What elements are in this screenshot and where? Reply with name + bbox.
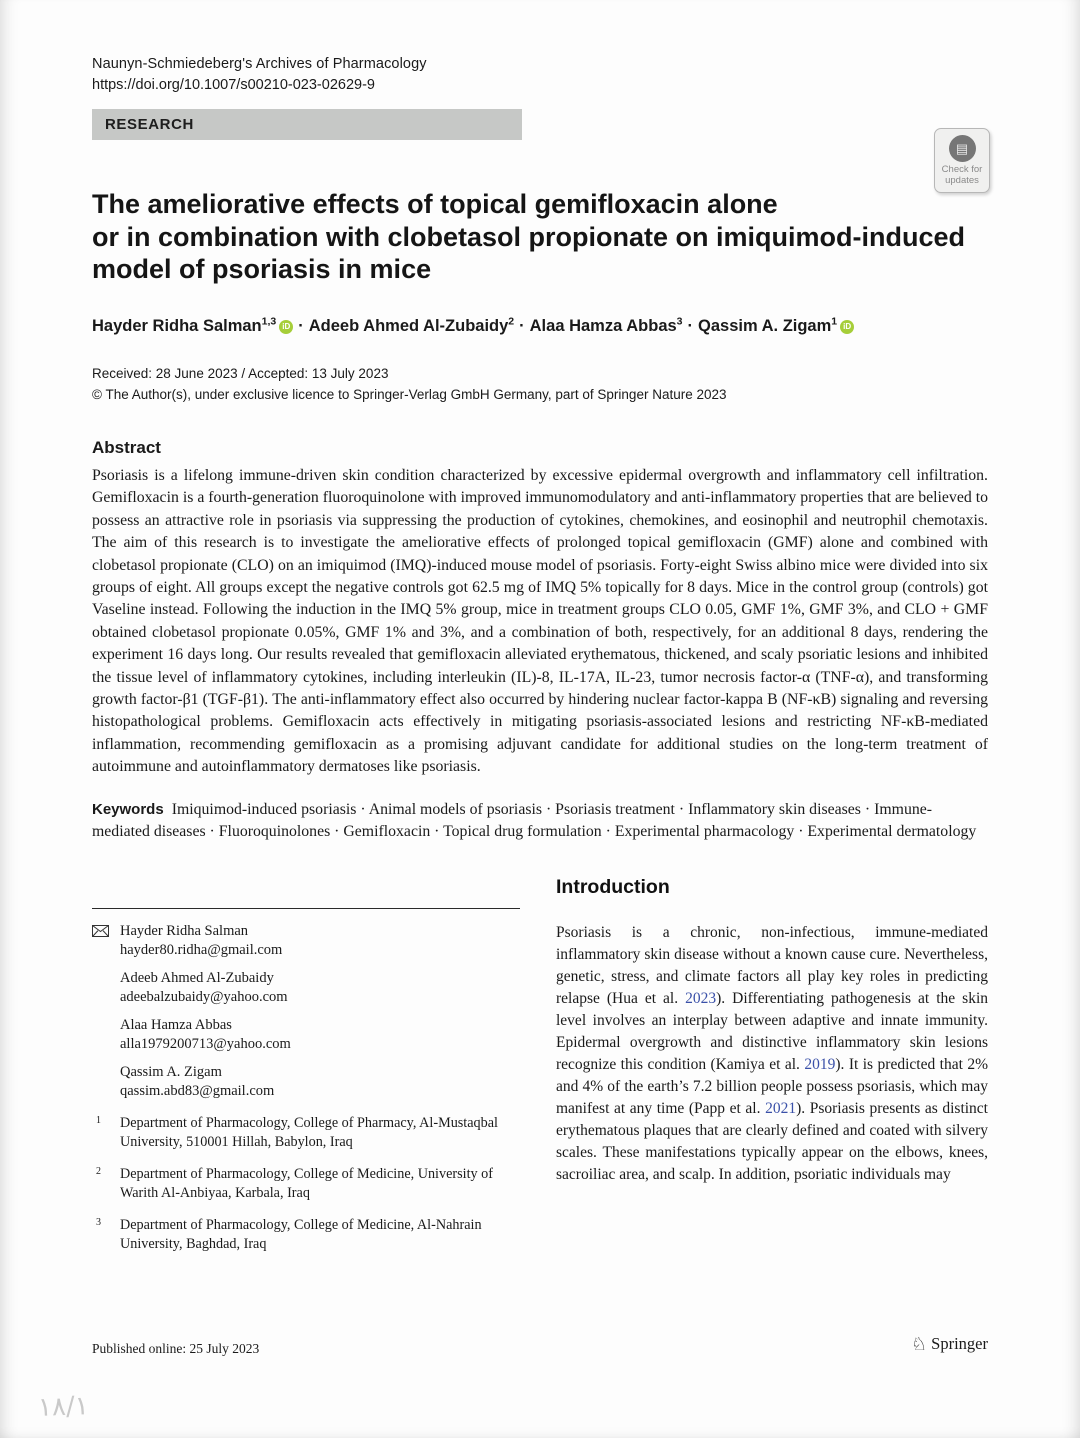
keywords-text: Imiquimod-induced psoriasis · Animal models of psoriasis · Psoriasis treatment · Inflammatory skin diseases · Immune-mediated diseases · Fluoroquinolones · Gemifloxacin · Topical drug formulation · Experimental pharmacology · Experimental dermatology: [92, 800, 977, 841]
contact-email: alla1979200713@yahoo.com: [120, 1035, 291, 1052]
author-separator: ·: [298, 317, 304, 335]
springer-logo: [911, 1334, 988, 1355]
citation-link[interactable]: 2019: [804, 1056, 836, 1074]
check-updates-label: Check for updates: [941, 164, 983, 187]
author-separator: ·: [519, 317, 525, 335]
introduction-column: [556, 876, 988, 1253]
introduction-text: Psoriasis is a chronic, non-infectious, immune-mediated inflammatory skin disease without a known cause cure. Nevertheless, genetic, stress, and climate factors all play key roles in predicting relapse (Hua et al. 2023). Differentiating pathogenesis at the skin level involves an interplay between adaptive and innate immunity. Epidermal overgrowth and distinctive inflammatory skin lesions recognize this condition (Kamiya et al. 2019). It is predicted that 2% and 4% of the earth’s 7.2 billion people possess psoriasis, which may manifest at any time (Papp et al. 2021). Psoriasis presents as distinct erythematous plaques that are clearly defined and coated with silvery scales. These manifestations typically appear on the elbows, knees, sacroiliac area, and scalp. In addition, psoriatic individuals may: [556, 924, 988, 1184]
keywords-block: [92, 799, 988, 845]
keywords-label: Keywords: [92, 800, 164, 818]
abstract-heading: Abstract: [92, 438, 161, 457]
contact-email: qassim.abd83@gmail.com: [120, 1082, 275, 1099]
handwritten-page-mark: ١٨/١: [37, 1391, 90, 1423]
contact-name: Alaa Hamza Abbas: [120, 1017, 232, 1034]
author-info-column: [92, 908, 520, 1253]
springer-wordmark: Springer: [931, 1334, 988, 1353]
check-for-updates-badge[interactable]: [934, 128, 990, 193]
footnote-rule: [92, 908, 520, 909]
author-3: Alaa Hamza Abbas$^3$: [529, 315, 683, 335]
affiliation-3: 3 Department of Pharmacology, College of Medicine, Al-Nahrain University, Baghdad, Iraq: [96, 1217, 482, 1252]
author-1: Hayder Ridha Salman$^{1,3}$ iD: [92, 317, 293, 335]
page-title: The ameliorative effects of topical gemifloxacin alone or in combination with clobetasol propionate on imiquimod-induced model of psoriasis in mice: [92, 189, 965, 284]
author-contact: [92, 1063, 520, 1100]
author-contact: [92, 1016, 520, 1053]
abstract-text: Psoriasis is a lifelong immune-driven skin condition characterized by excessive epidermal overgrowth and inflammatory cell infiltration. Gemifloxacin is a fourth-generation fluoroquinolone with improved immunomodulatory and anti-inflammatory properties that are believed to possess an attractive role in psoriasis via suppressing the production of cytokines, chemokines, and eosinophil and neutrophil chemotaxis. The aim of this research is to investigate the ameliorative effects of prolonged topical gemifloxacin (GMF) alone and combined with clobetasol propionate (CLO) on an imiquimod (IMQ)-induced mouse model of psoriasis. Forty-eight Swiss albino mice were divided into six groups of eight. All groups except the negative controls got 62.5 mg of IMQ 5% topically for 8 days. Mice in the control group (controls) got Vaseline instead. Following the induction in the IMQ 5% group, mice in treatment groups CLO 0.05, GMF 1%, GMF 3%, and CLO + GMF obtained clobetasol propionate 0.05%, GMF 1% and 3%, and a combination of both, respectively, for an additional 8 days, rendering the experiment 16 days long. Our results revealed that gemifloxacin alleviated erythematous, thickened, and scaly psoriatic lesions and inhibited the tissue level of inflammatory cytokines, including interleukin (IL)-8, IL-17A, IL-23, tumor necrosis factor-α (TNF-α), and transforming growth factor-β1 (TGF-β1). The anti-inflammatory effect also occurred by hindering nuclear factor-kappa B (NF-κB) signaling and reversing histopathological problems. Gemifloxacin acts effectively in mitigating psoriasis-associated lesions and restricting NF-κB-mediated inflammation, recommending gemifloxacin as a promising adjuvant candidate for additional studies on the long-term treatment of autoimmune and autoinflammatory dermatoses like psoriasis.: [92, 467, 988, 776]
copyright-line: © The Author(s), under exclusive licence to Springer-Verlag GmbH Germany, part of Springer Nature 2023: [92, 387, 727, 402]
author-separator: ·: [687, 317, 694, 335]
contact-name: Adeeb Ahmed Al-Zubaidy: [120, 970, 274, 987]
book-glyph: ▤: [955, 141, 969, 156]
contact-name: Qassim A. Zigam: [120, 1064, 222, 1081]
citation-link[interactable]: 2023: [685, 990, 717, 1008]
corresponding-author-contact: [92, 922, 520, 959]
contact-email: adeebalzubaidy@yahoo.com: [120, 988, 288, 1005]
author-line: [92, 316, 988, 337]
article-type-badge: RESEARCH: [92, 109, 522, 140]
author-contact: [92, 969, 520, 1006]
envelope-icon: [92, 924, 109, 943]
citation-link[interactable]: 2021: [765, 1100, 797, 1118]
orcid-icon[interactable]: iD: [279, 320, 293, 334]
contact-name: Hayder Ridha Salman: [120, 923, 249, 940]
affiliation-2: 2 Department of Pharmacology, College of Medicine, University of Warith Al-Anbiyaa, Karbala, Iraq: [96, 1166, 493, 1201]
author-4: Qassim A. Zigam$^1$ iD: [698, 317, 854, 335]
introduction-heading: Introduction: [556, 876, 670, 899]
published-online-date: Published online: 25 July 2023: [92, 1341, 260, 1356]
received-accepted-dates: Received: 28 June 2023 / Accepted: 13 July 2023: [92, 366, 389, 381]
affiliation-1: 1 Department of Pharmacology, College of Pharmacy, Al-Mustaqbal University, 510001 Hillah, Babylon, Iraq: [96, 1115, 498, 1150]
author-2: Adeeb Ahmed Al-Zubaidy$^2$: [308, 315, 515, 335]
springer-horse-icon: ♘: [911, 1334, 928, 1354]
orcid-icon[interactable]: iD: [840, 320, 854, 334]
journal-name: Naunyn-Schmiedeberg's Archives of Pharmacology: [92, 56, 427, 72]
contact-email: hayder80.ridha@gmail.com: [120, 941, 283, 958]
check-updates-icon: [949, 135, 976, 162]
doi-link[interactable]: https://doi.org/10.1007/s00210-023-02629-9: [92, 77, 375, 93]
